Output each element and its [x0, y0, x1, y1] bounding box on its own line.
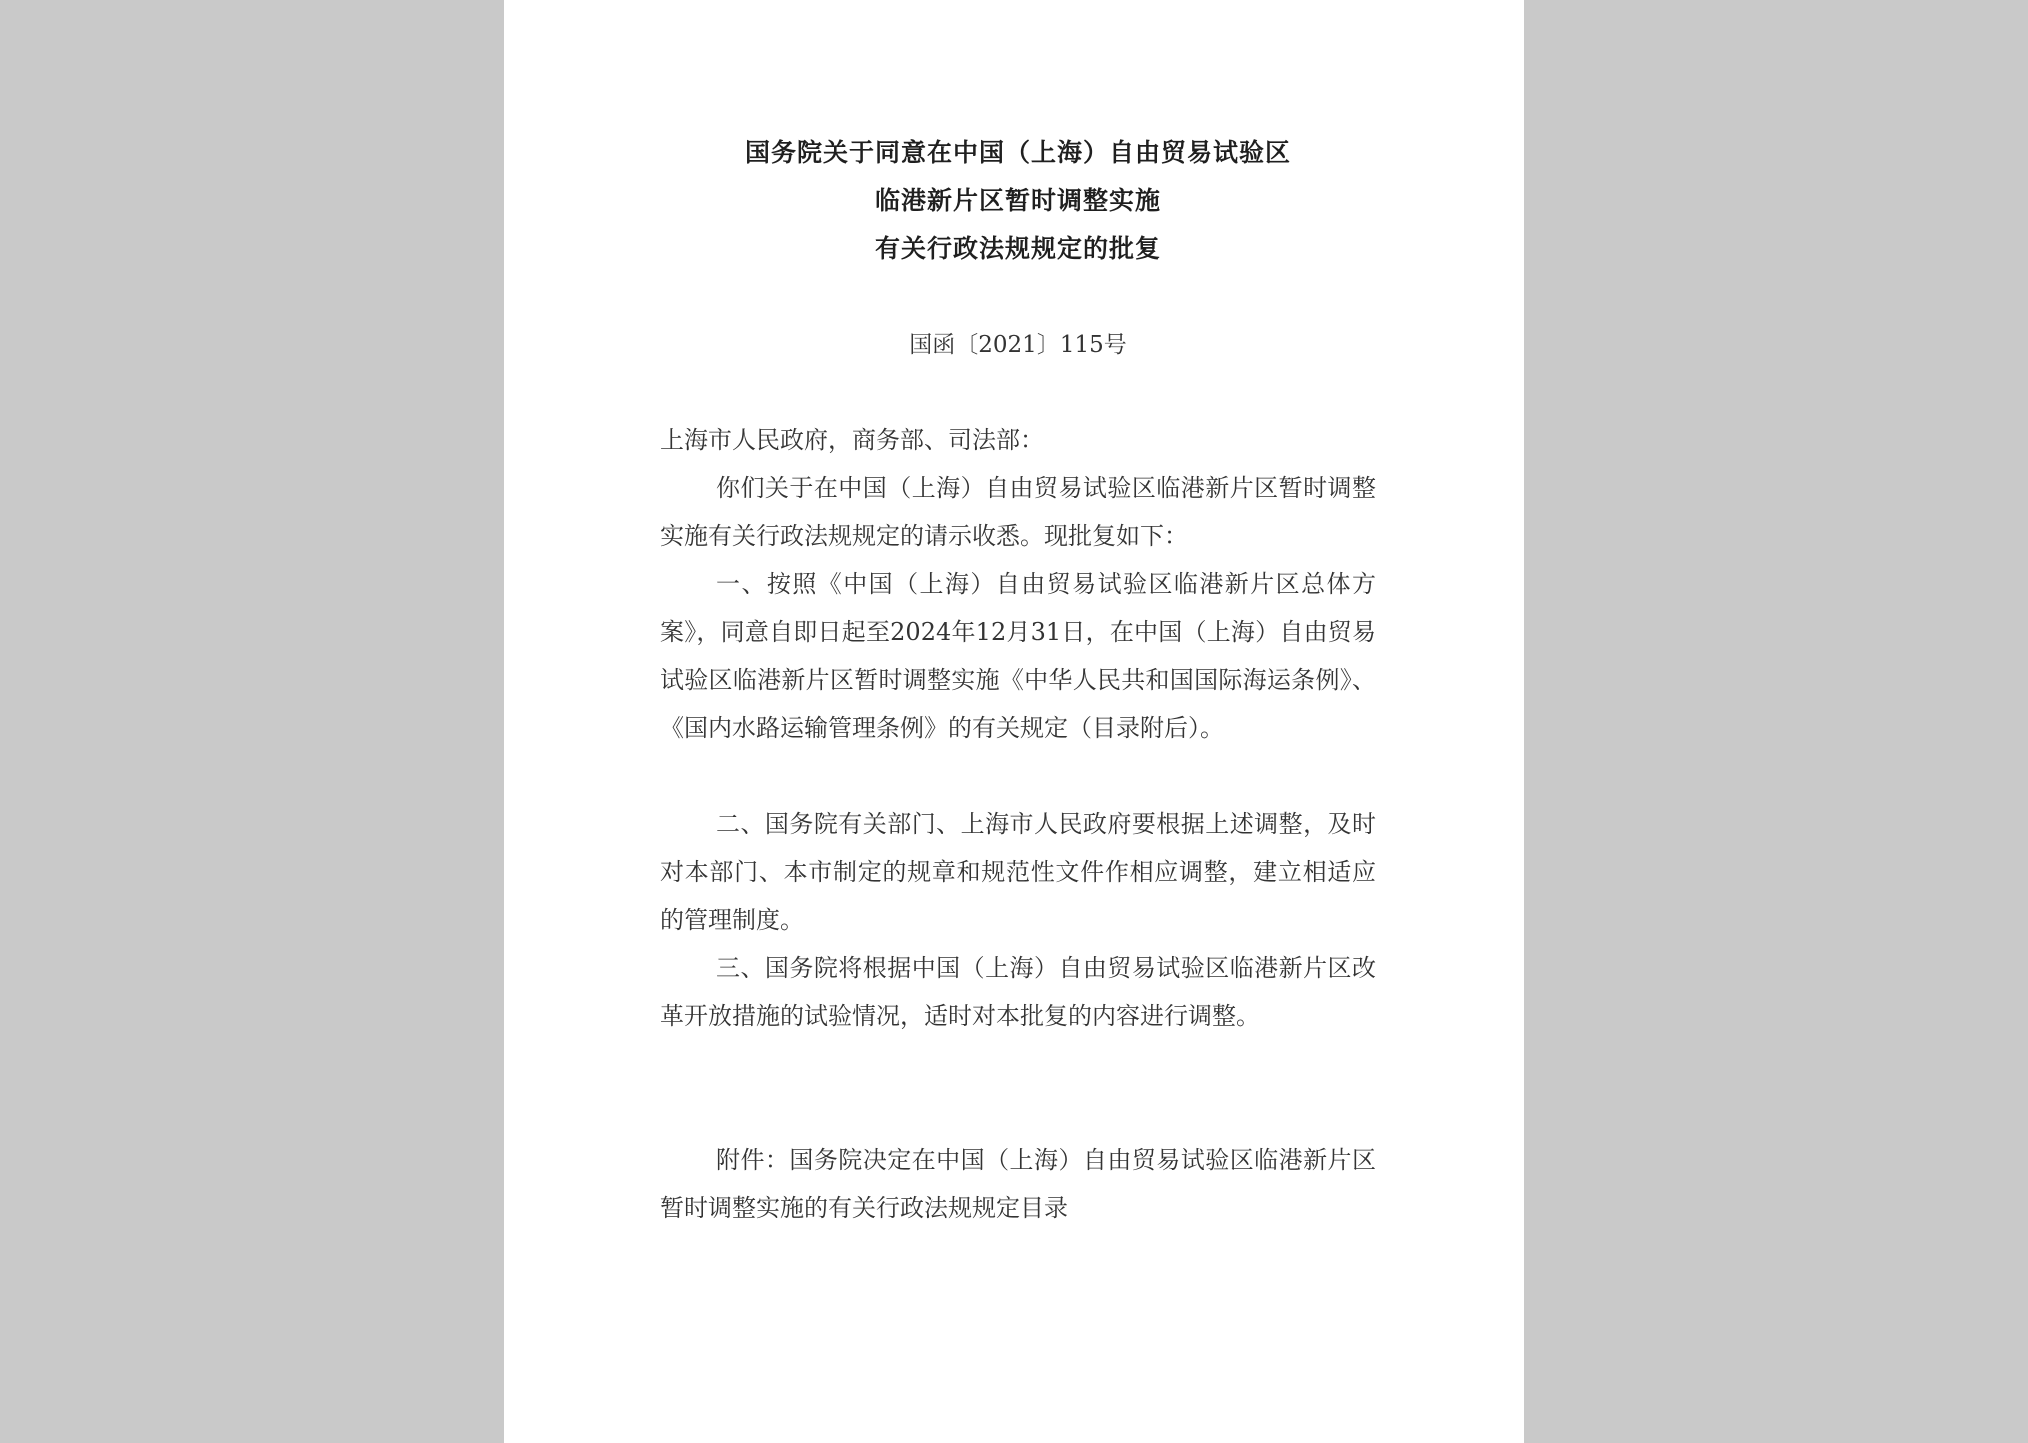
paragraph-intro: 你们关于在中国（上海）自由贸易试验区临港新片区暂时调整实施有关行政法规规定的请示收悉。现批复如下： — [660, 474, 1376, 550]
document-number: 国函〔2021〕115号 — [909, 332, 1127, 358]
document-title-line-2: 临港新片区暂时调整实施 — [874, 186, 1161, 215]
addressee: 上海市人民政府，商务部、司法部： — [660, 426, 1044, 454]
paragraph-item-2: 二、国务院有关部门、上海市人民政府要根据上述调整，及时对本部门、本市制定的规章和规范性文件作相应调整，建立相适应的管理制度。 — [660, 810, 1376, 934]
paragraph-item-3: 三、国务院将根据中国（上海）自由贸易试验区临港新片区改革开放措施的试验情况，适时对本批复的内容进行调整。 — [660, 954, 1376, 1030]
document-title-line-3: 有关行政法规规定的批复 — [874, 234, 1161, 263]
attachment-note: 附件：国务院决定在中国（上海）自由贸易试验区临港新片区暂时调整实施的有关行政法规规定目录 — [660, 1146, 1376, 1222]
document-title-line-1: 国务院关于同意在中国（上海）自由贸易试验区 — [744, 138, 1291, 167]
document-page — [504, 0, 1524, 1443]
paragraph-item-1: 一、按照《中国（上海）自由贸易试验区临港新片区总体方案》，同意自即日起至2024年12月31日，在中国（上海）自由贸易试验区临港新片区暂时调整实施《中华人民共和国国际海运条例》、《国内水路运输管理条例》的有关规定（目录附后）。 — [660, 570, 1376, 742]
